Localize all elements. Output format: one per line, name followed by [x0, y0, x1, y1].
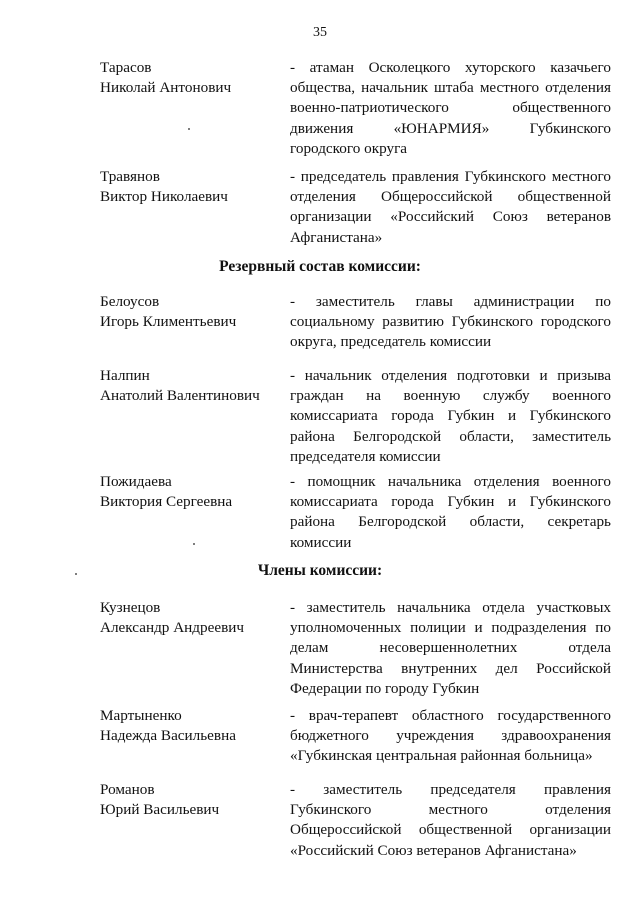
- member-position: - заместитель председателя правления Губкинского местного отделения Общероссийской общественной организации «Российский Союз ветеранов Афганистана»: [290, 781, 611, 859]
- member-position: - атаман Осколецкого хуторского казачьего общества, начальник штаба местного отделения военно-патриотического общественного движения «ЮНАРМИЯ» Губкинского городского округа: [290, 59, 611, 157]
- member-name: [100, 167, 280, 207]
- member-given-name: Анатолий Валентинович: [100, 387, 260, 404]
- member-position: - председатель правления Губкинского местного отделения Общероссийской общественной организации «Российский Союз ветеранов Афганистана»: [290, 168, 611, 246]
- member-given-name: Виктор Николаевич: [100, 188, 228, 205]
- member-position: - врач-терапевт областного государственного бюджетного учреждения здравоохранения «Губкинская центральная районная больница»: [290, 707, 611, 765]
- member-given-name: Юрий Васильевич: [100, 801, 220, 818]
- member-position: - начальник отделения подготовки и призыва граждан на военную службу военного комиссариата города Губкин и Губкинского района Белгородской области, заместитель председателя комиссии: [290, 367, 611, 465]
- member-given-name: Николай Антонович: [100, 79, 232, 96]
- member-surname: Тарасов: [100, 59, 152, 76]
- member-given-name: Игорь Климентьевич: [100, 313, 237, 330]
- member-surname: Кузнецов: [100, 599, 161, 616]
- section-heading: Члены комиссии:: [257, 562, 383, 579]
- member-name: [100, 472, 280, 512]
- member-surname: Налпин: [100, 367, 150, 384]
- section-heading: Резервный состав комиссии:: [219, 258, 421, 275]
- member-surname: Романов: [100, 781, 155, 798]
- member-name: [100, 706, 280, 746]
- member-surname: Травянов: [100, 168, 160, 185]
- scan-speck: [193, 543, 195, 545]
- member-name: [100, 292, 280, 332]
- member-given-name: Александр Андреевич: [100, 619, 245, 636]
- member-position: - заместитель начальника отдела участковых уполномоченных полиции и подразделения по делам несовершеннолетних отдела Министерства внутренних дел Российской Федерации по городу Губкин: [290, 599, 611, 697]
- scan-speck: [188, 128, 190, 130]
- member-given-name: Надежда Васильевна: [100, 727, 236, 744]
- member-name: [100, 598, 280, 638]
- page-number: 35: [313, 25, 327, 40]
- member-surname: Мартыненко: [100, 707, 182, 724]
- member-name: [100, 366, 280, 406]
- member-surname: Белоусов: [100, 293, 160, 310]
- member-name: [100, 58, 280, 98]
- member-position: - заместитель главы администрации по социальному развитию Губкинского городского округа, председатель комиссии: [290, 293, 611, 351]
- member-position: - помощник начальника отделения военного комиссариата города Губкин и Губкинского района Белгородской области, секретарь комиссии: [290, 473, 611, 551]
- member-given-name: Виктория Сергеевна: [100, 493, 233, 510]
- member-name: [100, 780, 280, 820]
- member-surname: Пожидаева: [100, 473, 172, 490]
- scan-speck: [75, 573, 77, 575]
